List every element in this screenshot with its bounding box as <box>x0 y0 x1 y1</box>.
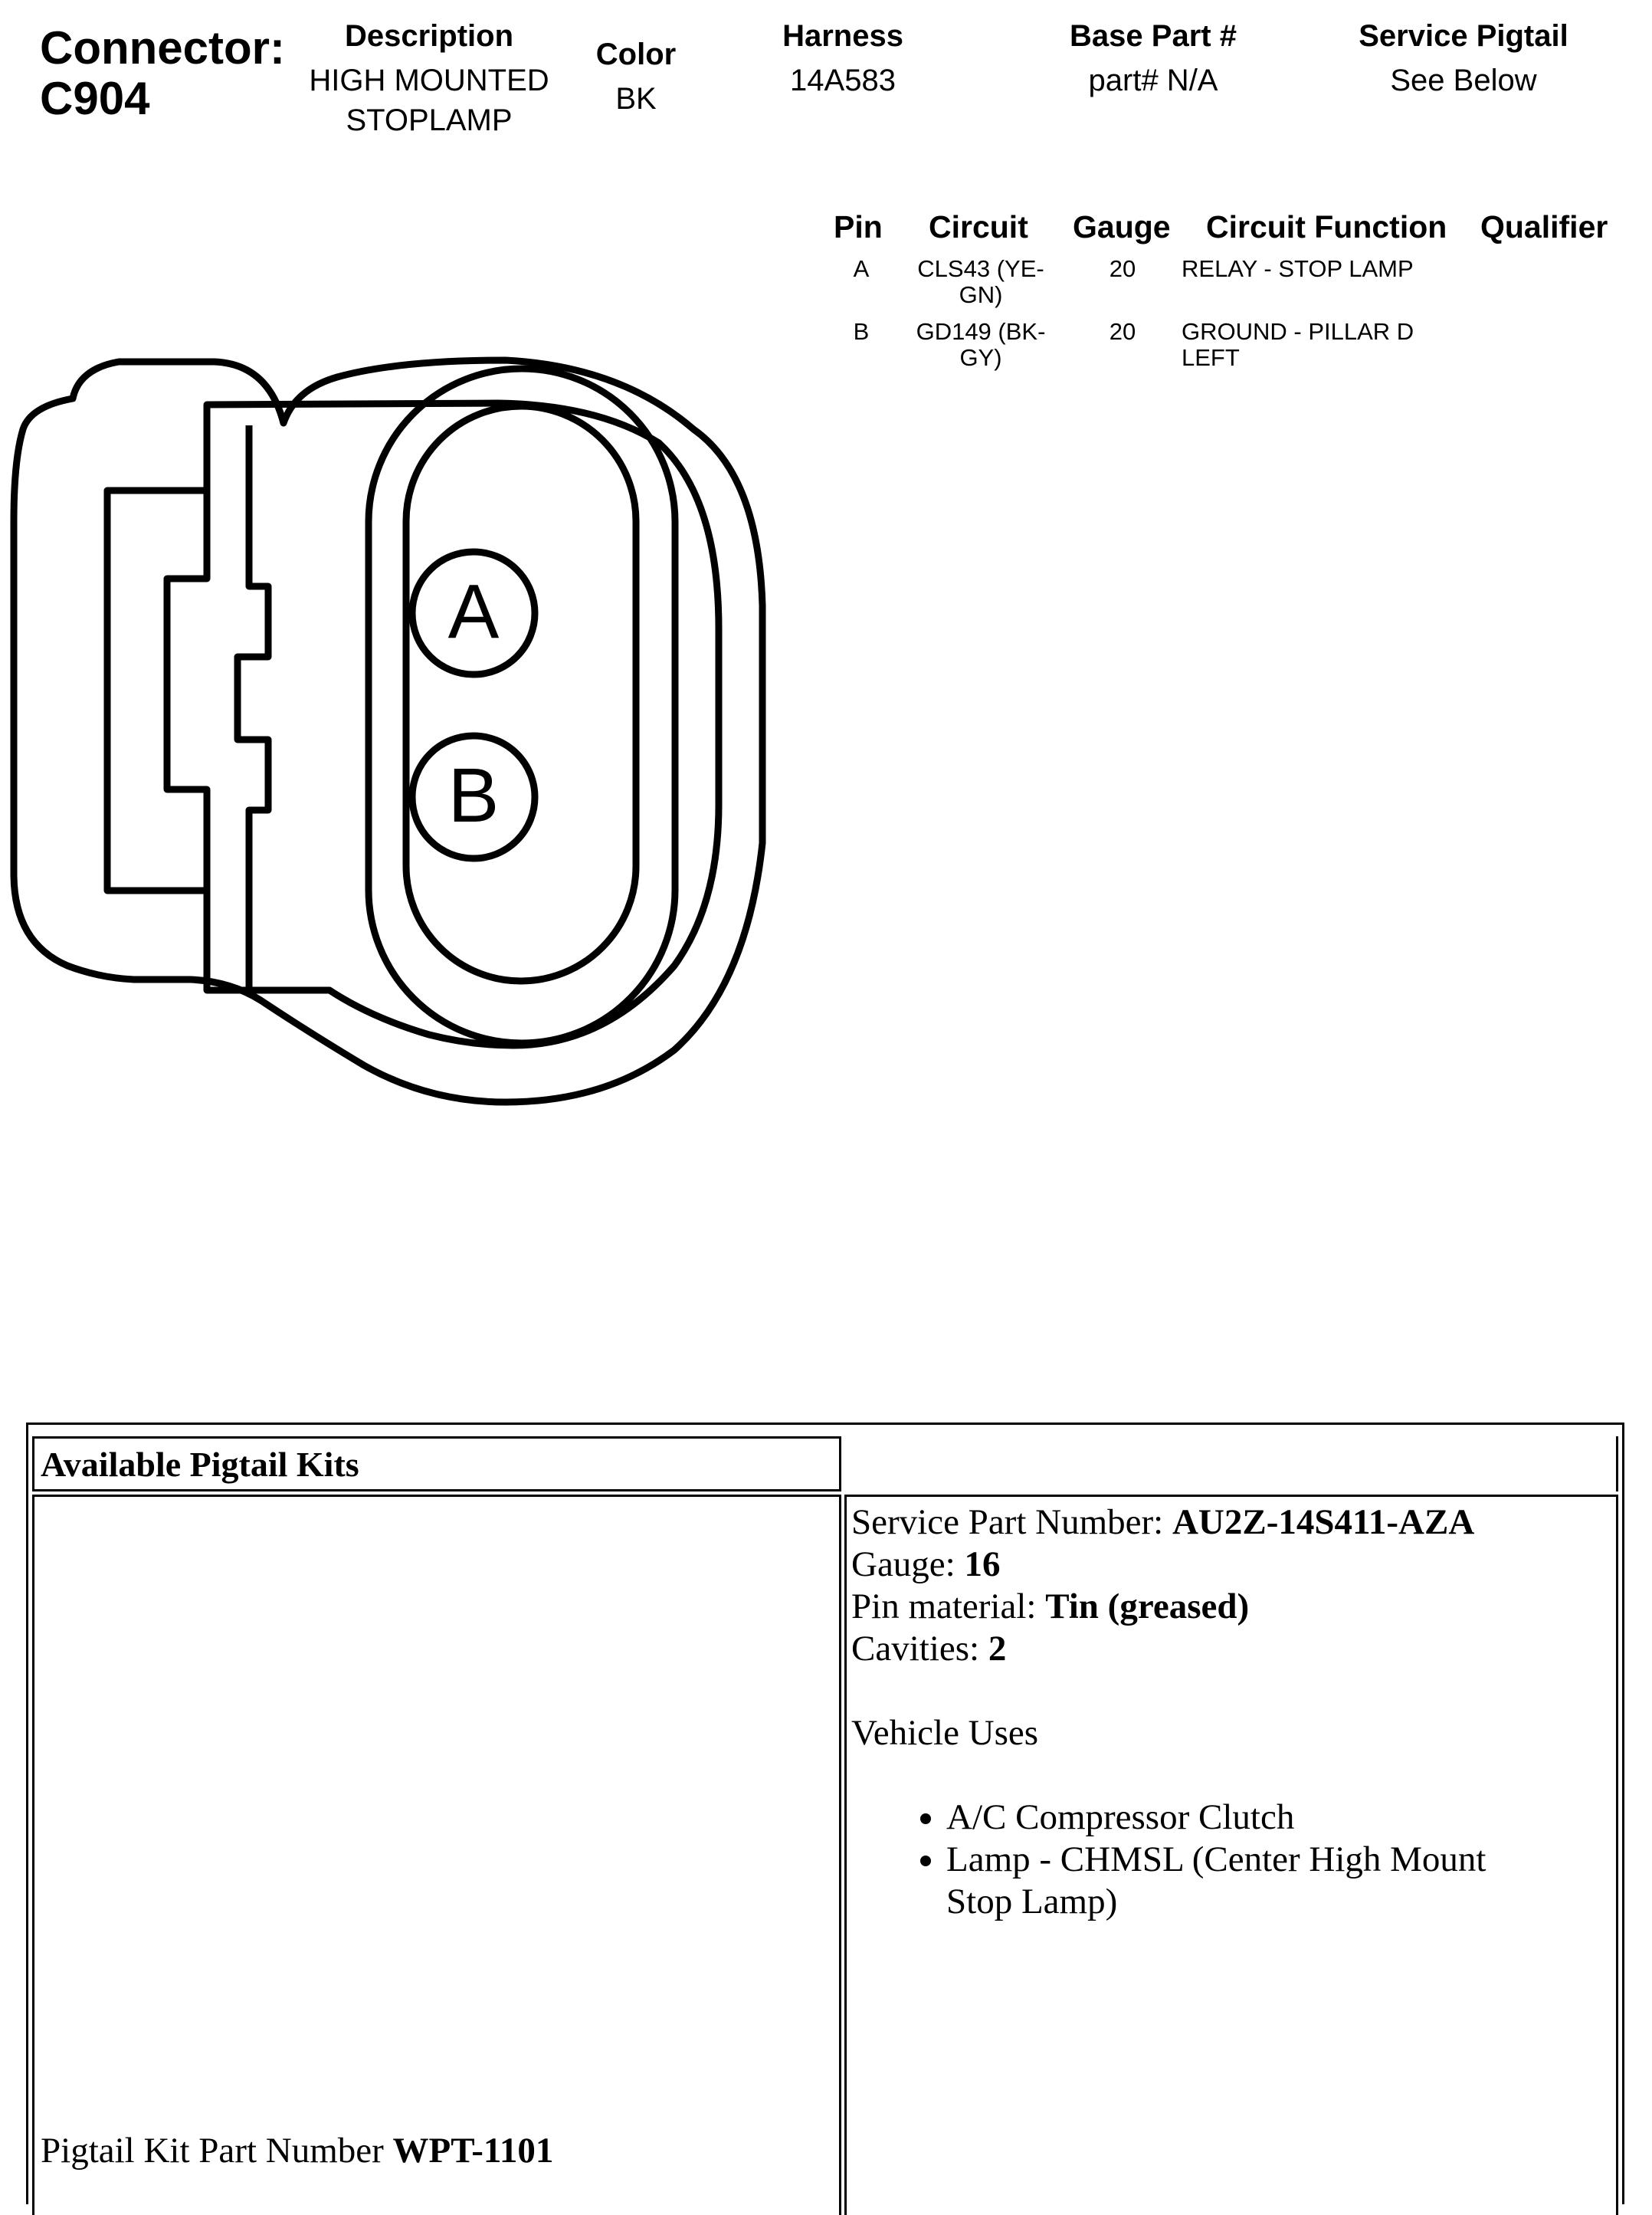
latch-tab <box>238 425 268 989</box>
function-line1: RELAY - STOP LAMP <box>1182 255 1414 282</box>
service-pigtail-label: Service Pigtail <box>1359 19 1568 53</box>
connector-face-diagram <box>0 0 797 1180</box>
function-line1: GROUND - PILLAR D <box>1182 318 1414 345</box>
color-label: Color <box>595 38 677 71</box>
vehicle-uses-list <box>851 1797 1526 1923</box>
pin-cell: A <box>853 255 870 282</box>
pin-cell: B <box>853 318 870 345</box>
gauge-value: 16 <box>964 1544 1001 1584</box>
circuit-header: Circuit <box>929 209 1028 244</box>
pigtail-kit-label: Pigtail Kit Part Number <box>41 2131 393 2171</box>
gauge-line <box>851 1544 1526 1586</box>
list-item: • Lamp - CHMSL (Center High Mount Stop Lamp) <box>946 1839 1526 1923</box>
service-part-cell <box>844 1495 1618 2215</box>
base-part-column <box>1019 14 1287 103</box>
pin-material-label: Pin material: <box>851 1587 1046 1626</box>
vehicle-uses-label: Vehicle Uses <box>851 1713 1039 1753</box>
pin-material-line <box>851 1586 1526 1628</box>
service-info <box>851 1501 1526 1923</box>
circuit-line2: GY) <box>959 344 1002 371</box>
circuit-cell <box>896 256 1065 308</box>
service-part-line <box>851 1501 1526 1544</box>
description-value-line2: STOPLAMP <box>346 103 513 137</box>
pin-a-label: A <box>447 569 500 655</box>
connector-id: C904 <box>40 73 150 124</box>
housing-inner-frame <box>107 403 719 1045</box>
base-part-label: Base Part # <box>1070 19 1237 53</box>
cavities-label: Cavities: <box>851 1629 988 1669</box>
circuit-function-header: Circuit Function <box>1206 209 1447 244</box>
description-value-line1: HIGH MOUNTED <box>309 64 549 97</box>
service-pigtail-column <box>1318 14 1609 103</box>
color-value: BK <box>615 82 657 116</box>
circuit-line1: GD149 (BK- <box>916 318 1046 345</box>
circuit-line1: CLS43 (YE- <box>917 255 1044 282</box>
service-part-label: Service Part Number: <box>851 1502 1172 1542</box>
function-cell <box>1182 256 1488 282</box>
description-label: Description <box>344 19 514 53</box>
gauge-cell: 20 <box>1109 255 1136 282</box>
cavities-value: 2 <box>988 1629 1007 1669</box>
pin-b-label: B <box>447 753 500 838</box>
list-item: • A/C Compressor Clutch <box>946 1797 1526 1839</box>
latch-outline <box>167 491 207 891</box>
pin-header: Pin <box>834 209 883 244</box>
gauge-cell: 20 <box>1109 318 1136 345</box>
connector-label: Connector: <box>40 22 285 74</box>
pigtail-kit-number: WPT-1101 <box>392 2131 554 2171</box>
circuit-cell <box>896 319 1065 371</box>
qualifier-header: Qualifier <box>1480 209 1608 244</box>
gauge-label: Gauge: <box>851 1544 965 1584</box>
circuit-line2: GN) <box>959 281 1003 308</box>
base-part-value: part# N/A <box>1088 64 1218 97</box>
pigtail-header-right-cell <box>844 1436 1618 1491</box>
pigtail-title: Available Pigtail Kits <box>41 1445 359 1484</box>
inner-ring <box>406 406 636 981</box>
harness-value: 14A583 <box>790 64 896 97</box>
gauge-header: Gauge <box>1073 209 1171 244</box>
pin-material-value: Tin (greased) <box>1045 1587 1250 1626</box>
pigtail-kit-line <box>41 2130 553 2172</box>
service-pigtail-value: See Below <box>1390 64 1537 97</box>
service-part-value: AU2Z-14S411-AZA <box>1172 1502 1475 1542</box>
pigtail-title-cell <box>32 1436 841 1491</box>
function-cell <box>1182 319 1488 371</box>
harness-label: Harness <box>782 19 903 53</box>
function-line2: LEFT <box>1182 344 1240 371</box>
cavities-line <box>851 1628 1526 1670</box>
pigtail-kit-cell <box>32 1495 841 2215</box>
